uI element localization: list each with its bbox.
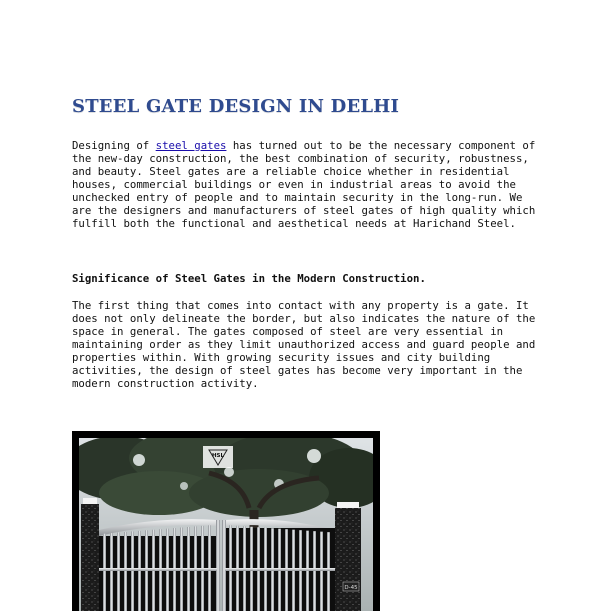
- gate-bar: [327, 532, 330, 611]
- model-label: D-45: [344, 585, 358, 591]
- intro-text-start: Designing of: [72, 139, 156, 152]
- steel-gates-link[interactable]: steel gates: [155, 139, 227, 152]
- steel-gate-photo: [72, 431, 380, 611]
- gate-bar: [124, 532, 127, 611]
- gate-bar: [110, 533, 113, 611]
- gate-bar: [313, 531, 316, 611]
- gate-bar: [131, 531, 134, 611]
- brand-logo: [203, 446, 233, 468]
- page-title: STEEL GATE DESIGN IN DELHI: [72, 96, 400, 117]
- intro-paragraph: [72, 139, 542, 230]
- section-heading: Significance of Steel Gates in the Modern Construction.: [72, 272, 426, 285]
- gate-bar: [103, 534, 106, 611]
- section-paragraph: The first thing that comes into contact with any property is a gate. It does not only delineate the border, but also indicates the nature of the space in general. The gates composed of steel are very essential in maintaining order as they limit unauthorized access and guard people and properties within. With growing security issues and city building activities, the design of steel gates has become very important in the modern construction activity.: [72, 299, 536, 390]
- right-rail: [225, 568, 335, 571]
- gate-illustration: [79, 438, 373, 611]
- gate-bar: [320, 532, 323, 611]
- logo-text: HSL: [211, 453, 225, 459]
- gate-bar: [117, 533, 120, 611]
- intro-text-rest: has turned out to be the necessary component of the new-day construction, the best combination of security, robustness, and beauty. Steel gates are a reliable choice whether in residential houses, commercial buildings or even in industrial areas to avoid the unchecked entry of people and to maintain security in the long-run. We are the designers and manufacturers of steel gates of high quality which fulfill both the functional and aesthetical needs at Haricha​nd Steel.: [72, 139, 536, 230]
- right-pillar: [335, 502, 361, 611]
- left-pillar: [81, 498, 99, 611]
- photo-content: [79, 438, 373, 611]
- left-rail: [99, 568, 217, 571]
